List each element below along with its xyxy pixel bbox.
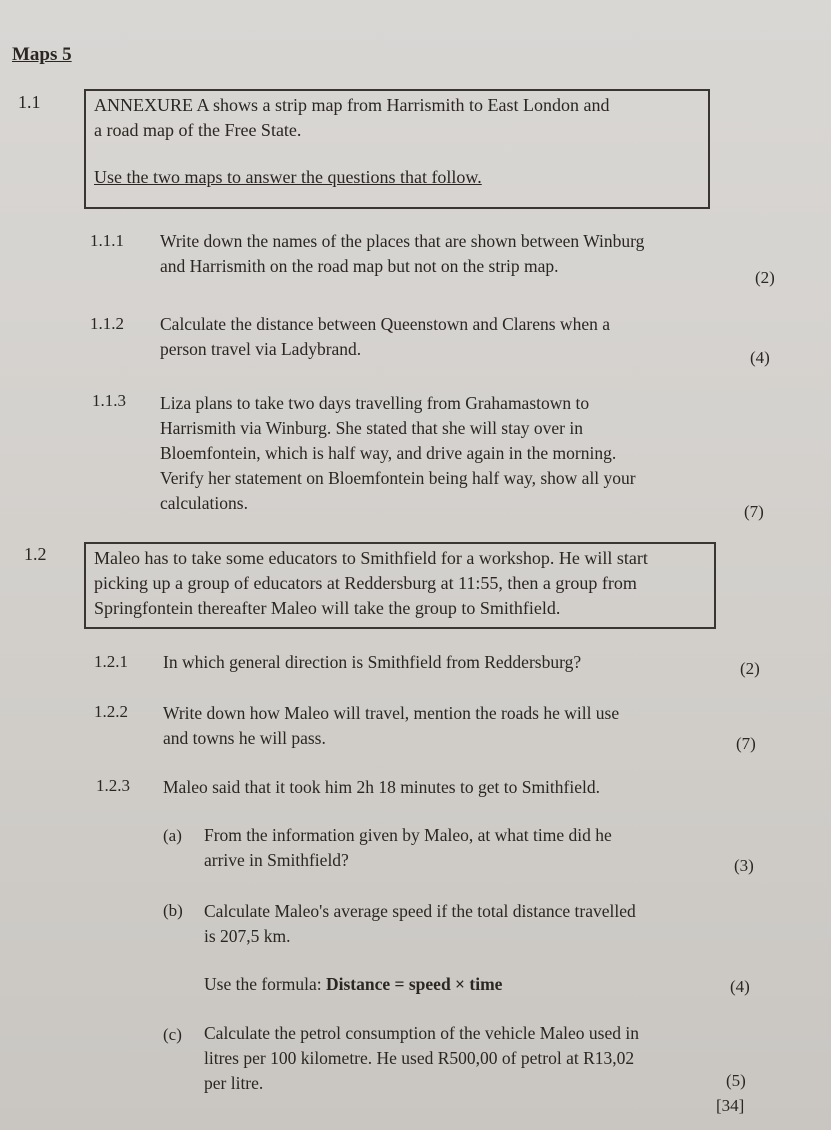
question-text xyxy=(163,775,600,800)
question-number-1-1: 1.1 xyxy=(18,92,41,112)
question-text xyxy=(163,701,619,751)
question-line: Calculate the distance between Queenstown and Clarens when a xyxy=(160,314,610,334)
question-text xyxy=(160,391,636,516)
question-text xyxy=(160,312,610,362)
part-text xyxy=(204,899,636,949)
box-line-3: Springfontein thereafter Maleo will take the group to Smithfield. xyxy=(94,598,561,618)
part-line: per litre. xyxy=(204,1073,264,1093)
formula-prefix: Use the formula: xyxy=(204,974,326,994)
box-line-2: picking up a group of educators at Reddersburg at 11:55, then a group from xyxy=(94,573,637,593)
box-line-1: ANNEXURE A shows a strip map from Harrismith to East London and xyxy=(94,95,610,115)
question-line: and towns he will pass. xyxy=(163,728,326,748)
mark: (2) xyxy=(755,268,775,287)
sub-number: 1.2.1 xyxy=(94,652,128,671)
sub-number: 1.1.2 xyxy=(90,314,124,333)
mark: (3) xyxy=(734,856,754,875)
part-line: litres per 100 kilometre. He used R500,00 of petrol at R13,02 xyxy=(204,1048,635,1068)
sub-number: 1.1.3 xyxy=(92,391,126,410)
part-text xyxy=(204,823,612,873)
question-text xyxy=(160,229,644,279)
part-line: arrive in Smithfield? xyxy=(204,850,349,870)
part-line: is 207,5 km. xyxy=(204,926,291,946)
box-line-2: a road map of the Free State. xyxy=(94,120,302,140)
question-line: Write down how Maleo will travel, mention the roads he will use xyxy=(163,703,620,723)
annexure-box xyxy=(84,89,710,209)
mark: (4) xyxy=(730,977,750,996)
mark: (7) xyxy=(736,734,756,753)
mark: (4) xyxy=(750,348,770,367)
question-line: person travel via Ladybrand. xyxy=(160,339,362,359)
sub-number: 1.2.2 xyxy=(94,702,128,721)
question-line: calculations. xyxy=(160,493,248,513)
part-line: Calculate the petrol consumption of the vehicle Maleo used in xyxy=(204,1023,639,1043)
question-line: and Harrismith on the road map but not on the strip map. xyxy=(160,256,559,276)
part-label: (a) xyxy=(163,826,182,845)
total-marks: [34] xyxy=(716,1096,745,1115)
box-instruction: Use the two maps to answer the questions that follow. xyxy=(94,167,482,187)
formula: Distance = speed × time xyxy=(325,974,503,994)
question-number-1-2: 1.2 xyxy=(24,544,47,564)
part-label: (c) xyxy=(163,1025,182,1044)
formula-line xyxy=(204,972,502,997)
question-line: Harrismith via Winburg. She stated that she will stay over in xyxy=(160,418,583,438)
part-line: Calculate Maleo's average speed if the total distance travelled xyxy=(204,901,636,921)
question-line: Write down the names of the places that are shown between Winburg xyxy=(160,231,645,251)
question-line: Liza plans to take two days travelling from Grahamastown to xyxy=(160,393,590,413)
scenario-box xyxy=(84,542,716,629)
part-text xyxy=(204,1021,639,1096)
part-label: (b) xyxy=(163,901,183,920)
sub-number: 1.1.1 xyxy=(90,231,124,250)
mark: (2) xyxy=(740,659,760,678)
question-line: Maleo said that it took him 2h 18 minutes to get to Smithfield. xyxy=(163,777,600,797)
question-line: Bloemfontein, which is half way, and drive again in the morning. xyxy=(160,443,617,463)
question-text xyxy=(163,650,581,675)
mark: (7) xyxy=(744,502,764,521)
page-title: Maps 5 xyxy=(12,44,72,65)
box-line-1: Maleo has to take some educators to Smithfield for a workshop. He will start xyxy=(94,548,648,568)
mark: (5) xyxy=(726,1071,746,1090)
sub-number: 1.2.3 xyxy=(96,776,130,795)
question-line: In which general direction is Smithfield from Reddersburg? xyxy=(163,652,582,672)
question-line: Verify her statement on Bloemfontein being half way, show all your xyxy=(160,468,636,488)
part-line: From the information given by Maleo, at what time did he xyxy=(204,825,612,845)
